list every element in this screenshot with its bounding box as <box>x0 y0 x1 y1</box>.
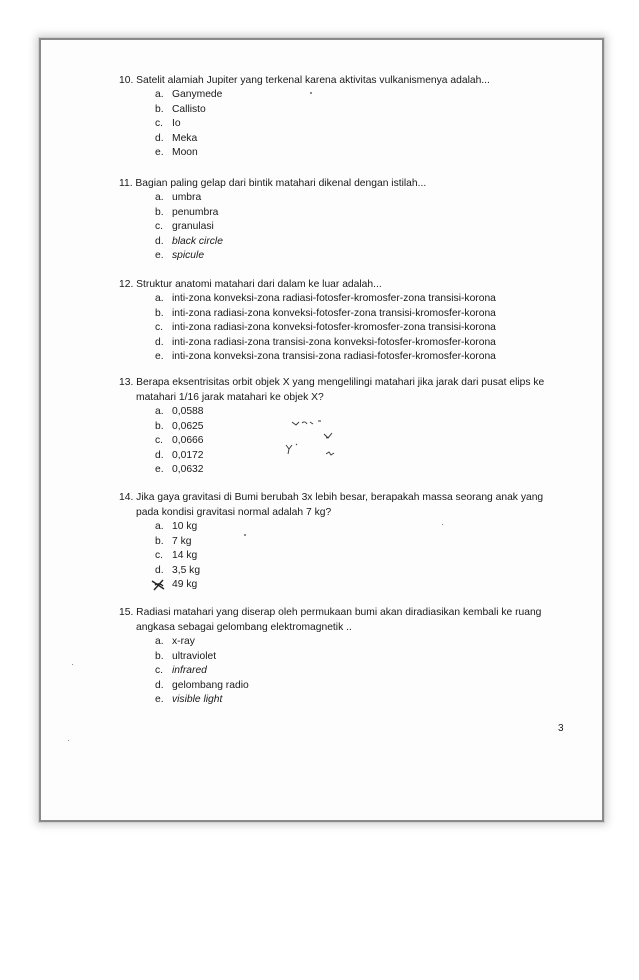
options-list <box>119 88 559 161</box>
option-d: d. Meka <box>155 132 198 144</box>
option-b: b. 0,0625 <box>155 420 204 432</box>
scan-speck <box>72 664 73 665</box>
scan-speck <box>68 740 69 741</box>
option-e: e. 0,0632 <box>155 464 204 476</box>
option-c: c. infrared <box>155 665 207 677</box>
question-15 <box>119 605 564 708</box>
option-c: c. granulasi <box>155 221 214 233</box>
scan-speck <box>442 524 443 525</box>
option-a: a. inti-zona konveksi-zona radiasi-fotosfer-kromosfer-zona transisi-korona <box>155 293 496 304</box>
option-a: a. Ganymede <box>155 89 223 100</box>
option-e: e. spicule <box>155 250 205 262</box>
option-d: d. gelombang radio <box>155 679 249 691</box>
options-list <box>119 292 569 365</box>
option-d: d. inti-zona radiasi-zona transisi-zona konveksi-fotosfer-kromosfer-korona <box>155 336 496 348</box>
question-stem: 13. Berapa eksentrisitas orbit objek X yang mengelilingi matahari jika jarak dari pusat elips ke matahari 1/16 jarak matahari ke objek X? <box>119 377 545 403</box>
option-d: d. 3,5 kg <box>155 564 201 576</box>
question-stem: 14. Jika gaya gravitasi di Bumi berubah 3x lebih besar, berapakah massa seorang anak yang pada kondisi gravitasi normal adalah 7 kg? <box>119 492 544 518</box>
options-list <box>119 191 559 264</box>
option-b: b. penumbra <box>155 206 219 218</box>
question-stem: 12. Struktur anatomi matahari dari dalam ke luar adalah... <box>119 279 382 290</box>
answer-cross-mark-icon <box>151 579 167 591</box>
scan-speck <box>310 92 312 94</box>
option-d: d. black circle <box>155 235 223 247</box>
scribble-sketch-icon <box>280 418 350 468</box>
question-11 <box>119 176 559 264</box>
question-14 <box>119 490 564 593</box>
option-b: b. ultraviolet <box>155 650 217 662</box>
question-stem: 10. Satelit alamiah Jupiter yang terkenal karena aktivitas vulkanismenya adalah... <box>119 75 490 86</box>
option-b: b. 7 kg <box>155 535 192 547</box>
option-e: e. Moon <box>155 147 198 159</box>
question-10 <box>119 73 559 161</box>
question-stem: 11. Bagian paling gelap dari bintik matahari dikenal dengan istilah... <box>119 178 427 189</box>
page-number: 3 <box>558 723 564 734</box>
question-12 <box>119 277 569 365</box>
option-c: c. 0,0666 <box>155 435 204 447</box>
option-e: e. inti-zona konveksi-zona transisi-zona radiasi-fotosfer-kromosfer-korona <box>155 351 496 363</box>
option-a: a. 10 kg <box>155 521 198 532</box>
options-list <box>119 520 564 593</box>
option-a: a. 0,0588 <box>155 406 204 417</box>
option-a: a. x-ray <box>155 636 195 647</box>
option-c: c. 14 kg <box>155 550 198 562</box>
option-e: e. visible light <box>155 694 223 706</box>
option-a: a. umbra <box>155 192 202 203</box>
option-e: 49 kg <box>172 579 198 591</box>
options-list <box>119 635 564 708</box>
scan-speck <box>244 534 246 536</box>
option-c: c. inti-zona radiasi-zona konveksi-fotosfer-kromosfer-zona transisi-korona <box>155 322 496 334</box>
question-stem: 15. Radiasi matahari yang diserap oleh permukaan bumi akan diradiasikan kembali ke ruang angkasa sebagai gelombang elektromagnetik .. <box>119 607 542 633</box>
option-d: d. 0,0172 <box>155 449 204 461</box>
option-c: c. Io <box>155 118 181 130</box>
option-b: b. inti-zona radiasi-zona konveksi-fotosfer-zona transisi-kromosfer-korona <box>155 307 496 319</box>
option-b: b. Callisto <box>155 103 206 115</box>
